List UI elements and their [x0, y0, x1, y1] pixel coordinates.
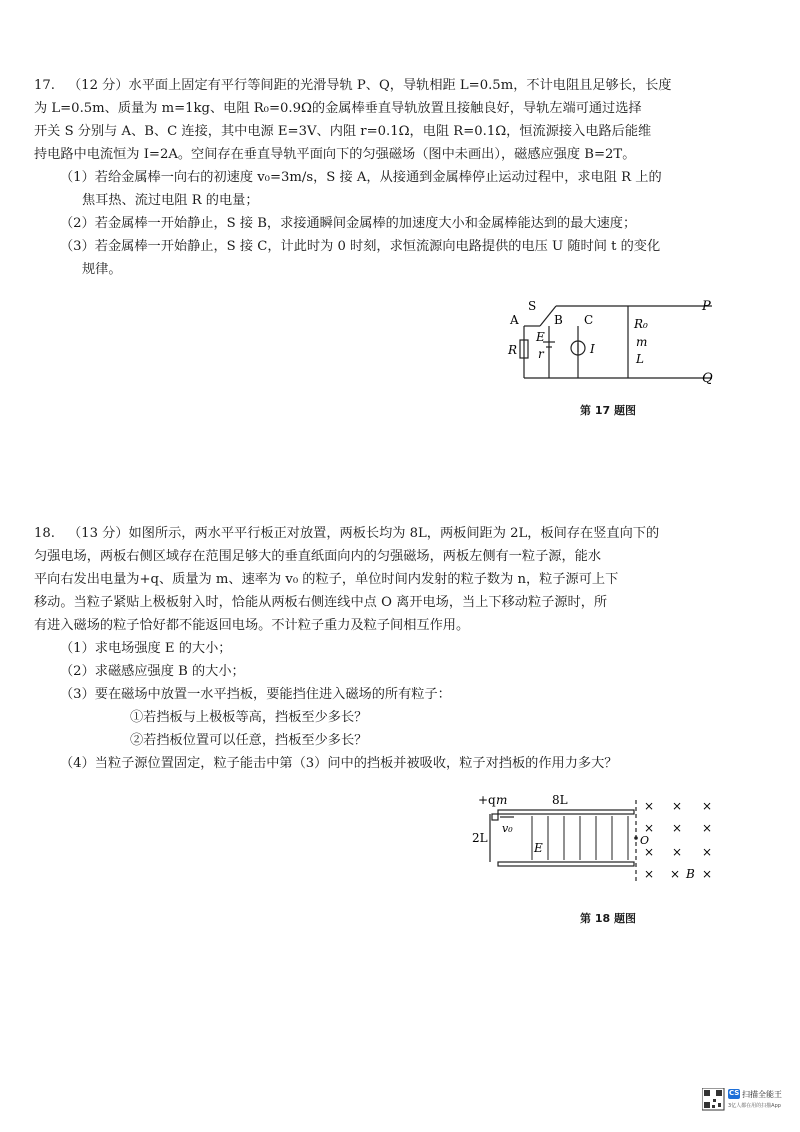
q18-label-charge: +q — [478, 793, 496, 807]
svg-text:×: × — [644, 821, 655, 835]
q18-stem-line-4: 移动。当粒子紧贴上极板射入时，恰能从两板右侧连线中点 O 离开电场，当上下移动粒子源时，所 — [34, 595, 608, 610]
scanner-badge: CS — [729, 1089, 740, 1097]
q18-part-3-item-1: ①若挡板与上极板等高，挡板至少多长？ — [130, 710, 368, 725]
q17-label-r: r — [538, 347, 544, 361]
scanner-app-name: 扫描全能王 — [742, 1090, 782, 1099]
q17-stem-line-4: 持电路中电流恒为 I=2A。空间存在垂直导轨平面向下的匀强磁场（图中未画出），磁感应强度 B=2T。 — [34, 147, 636, 162]
q18-part-3-item-2: ②若挡板位置可以任意，挡板至少多长？ — [130, 733, 368, 748]
q17-part-2: （2）若金属棒一开始静止，S 接 B，求接通瞬间金属棒的加速度大小和金属棒能达到的最大速度； — [60, 216, 637, 231]
q18-field-figure — [470, 790, 730, 890]
scanner-watermark — [702, 1088, 788, 1118]
q17-label-E: E — [536, 330, 545, 344]
q18-field-lines — [532, 816, 628, 860]
q17-part-3-cont: 规律。 — [82, 262, 122, 277]
q18-stem-line-5: 有进入磁场的粒子恰好都不能返回电场。不计粒子重力及粒子间相互作用。 — [34, 618, 470, 633]
svg-text:×: × — [702, 867, 713, 881]
q18-label-m: m — [496, 793, 508, 807]
q17-stem-line-3: 开关 S 分别与 A、B、C 连接，其中电源 E=3V、内阻 r=0.1Ω，电阻 R=0.1Ω，恒流源接入电路后能维 — [34, 124, 652, 139]
q18-label-2L: 2L — [472, 831, 488, 845]
question-17 — [34, 74, 762, 281]
q17-label-L: L — [636, 352, 644, 366]
q18-number: 18. — [34, 526, 55, 541]
svg-text:×: × — [702, 821, 713, 835]
q18-label-O: O — [640, 834, 650, 847]
q18-part-3: （3）要在磁场中放置一水平挡板，要能挡住进入磁场的所有粒子： — [60, 687, 451, 702]
svg-text:×: × — [672, 845, 683, 859]
q17-part-1: （1）若给金属棒一向右的初速度 v₀=3m/s，S 接 A，从接通到金属棒停止运动过程中，求电阻 R 上的 — [60, 170, 662, 185]
q17-stem-line-1: 17. （12 分）水平面上固定有平行等间距的光滑导轨 P、Q，导轨相距 L=0.5m，不计电阻且足够长，长度 — [34, 74, 762, 97]
svg-text:×: × — [702, 799, 713, 813]
q18-stem-line-3: 平向右发出电量为+q、质量为 m、速率为 v₀ 的粒子，单位时间内发射的粒子数为 n，粒子源可上下 — [34, 572, 619, 587]
q17-label-R0: R₀ — [634, 317, 648, 331]
q17-label-A: A — [510, 313, 519, 327]
q18-magnetic-field-crosses — [644, 799, 712, 881]
q17-circuit-figure — [500, 290, 730, 400]
q17-label-I: I — [590, 342, 595, 356]
q18-stem-line-1: 18. （13 分）如图所示，两水平平行板正对放置，两板长均为 8L，两板间距为 2L，板间存在竖直向下的 — [34, 522, 762, 545]
q18-label-E: E — [534, 841, 543, 855]
svg-text:×: × — [672, 821, 683, 835]
svg-text:×: × — [644, 845, 655, 859]
q18-figure-caption: 第 18 题图 — [580, 912, 636, 925]
q17-label-m: m — [636, 335, 648, 349]
q18-stem-line-2: 匀强电场，两板右侧区域存在范围足够大的垂直纸面向内的匀强磁场，两板左侧有一粒子源，能水 — [34, 549, 602, 564]
q17-figure-caption: 第 17 题图 — [580, 404, 636, 417]
q18-part-4: （4）当粒子源位置固定，粒子能击中第（3）问中的挡板并被吸收，粒子对挡板的作用力多大？ — [60, 756, 618, 771]
svg-text:×: × — [670, 867, 681, 881]
question-18 — [34, 522, 762, 775]
q17-number: 17. — [34, 78, 55, 93]
svg-text:×: × — [644, 799, 655, 813]
q17-label-P: P — [702, 299, 711, 314]
q18-label-8L: 8L — [552, 793, 568, 807]
q17-label-R: R — [508, 343, 518, 357]
scanner-tagline: 3亿人都在用的扫描App — [728, 1103, 781, 1109]
q18-label-v0: v₀ — [502, 822, 513, 835]
q17-stem-line-2: 为 L=0.5m、质量为 m=1kg、电阻 R₀=0.9Ω的金属棒垂直导轨放置且接触良好，导轨左端可通过选择 — [34, 101, 642, 116]
q17-label-S: S — [528, 299, 537, 313]
svg-text:×: × — [702, 845, 713, 859]
svg-text:×: × — [644, 867, 655, 881]
q17-label-B: B — [554, 313, 563, 327]
q17-label-Q: Q — [702, 371, 713, 386]
q17-part-1-cont: 焦耳热、流过电阻 R 的电量； — [82, 193, 259, 208]
svg-text:×: × — [672, 799, 683, 813]
q17-part-3: （3）若金属棒一开始静止，S 接 C，计此时为 0 时刻，求恒流源向电路提供的电压 U 随时间 t 的变化 — [60, 239, 661, 254]
q18-part-1: （1）求电场强度 E 的大小； — [60, 641, 232, 656]
q18-part-2: （2）求磁感应强度 B 的大小； — [60, 664, 245, 679]
q18-label-B: B — [686, 867, 695, 881]
q17-label-C: C — [584, 313, 594, 327]
